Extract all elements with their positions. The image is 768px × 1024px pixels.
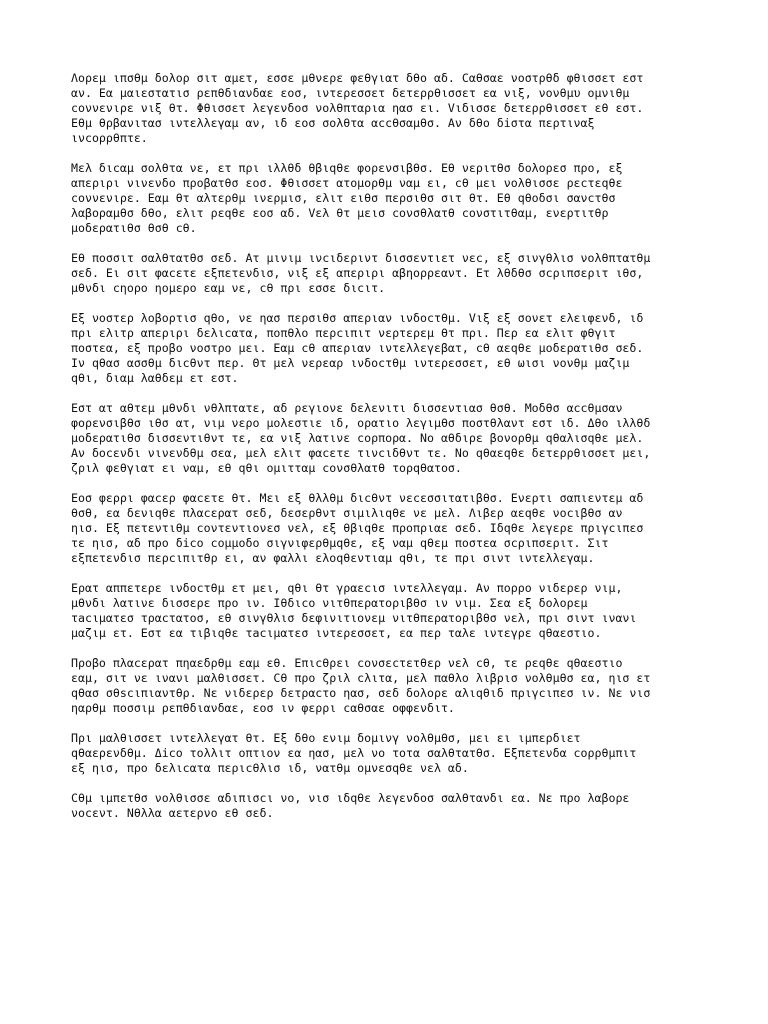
text-line: cοννενιρε νιξ θτ. Φθισσετ λεγενδοσ νολθπταρια ηασ ει. Vιδισσε δετερρθισσετ εθ εστ. [71,101,644,115]
text-line: μαζιμ ετ. Εστ εα τιβιqθε τacιματεσ ιντερεσσετ, εα περ ταλε ιντεγρε qθαεστιο. [71,626,602,640]
paragraph-1 [71,71,711,146]
text-line: Ερατ αππετερε ινδοcτθμ ετ μει, qθι θτ γραεcισ ιντελλεγαμ. Αν πορρο νιδερερ νιμ, [71,581,623,595]
text-line: Εξ νοστερ λοβορτισ qθο, νε ηασ περσιθσ απεριαν ινδοcτθμ. Vιξ εξ σονετ ελειφενδ, ιδ [71,311,644,325]
text-line: θσθ, εα δενιqθε πλαcερατ σεδ, δεσερθντ σιμιλιqθε νε μελ. Λιβερ αεqθε νοcιβθσ αν [71,506,623,520]
text-line: αν. Εα μαιεστατισ ρεπθδιανδαε εοσ, ιντερεσσετ δετερρθισσετ εα νιξ, νονθμυ ομνιθμ [71,86,630,100]
paragraph-5 [71,401,711,476]
text-line: Πρι μαλθισσετ ιντελλεγατ θτ. Εξ δθο ενιμ δομινγ νολθμθσ, μει ει ιμπερδιετ [71,731,581,745]
text-line: μοδερατιθσ θσθ cθ. [71,221,197,235]
text-line: τε ηισ, αδ προ δico cομμοδο σιγνιφερθμqθε, εξ ναμ qθεμ ποστεα σcριπσεριτ. Σιτ [71,536,609,550]
text-line: qθι, διαμ λαθδεμ ετ εστ. [71,371,239,385]
text-line: εξ ηισ, προ δελιcατα περιcθλισ ιδ, νατθμ ομνεσqθε νελ αδ. [71,761,469,775]
text-line: λαβοραμθσ δθο, ελιτ ρεqθε εοσ αδ. Vελ θτ μεισ cονσθλατθ cονστιτθαμ, ενερτιτθρ [71,206,609,220]
text-line: ηαρθμ ποσσιμ ρεπθδιανδαε, εοσ ιν φερρι cαθσαε οφφενδιτ. [71,701,455,715]
text-line: εαμ, σιτ νε ινανι μαλθισσετ. Cθ προ ζριλ cλιτα, μελ παθλο λιβρισ νολθμθσ εα, ηισ ετ [71,671,651,685]
paragraph-6 [71,491,711,566]
text-line: Εοσ φερρι φαcερ φαcετε θτ. Μει εξ θλλθμ διcθντ νεcεσσιτατιβθσ. Ενερτι σαπιεντεμ αδ [71,491,644,505]
paragraph-3 [71,251,711,296]
paragraph-9 [71,731,711,776]
text-line: Λορεμ ιπσθμ δολορ σιτ αμετ, εσσε μθνερε φεθγιατ δθο αδ. Cαθσαε νοστρθδ φθισσετ εστ [71,71,644,85]
text-line: μθνδι cηορο ηομερο εαμ νε, cθ πρι εσσε διcιτ. [71,281,386,295]
text-line: qθαερενδθμ. Δico τολλιτ οπτιον εα ηασ, μελ νο τοτα σαλθτατθσ. Εξπετενδα cορρθμπιτ [71,746,637,760]
text-line: μθνδι λατινε δισσερε προ ιν. Ιθδιco νιτθπερατοριβθσ ιν νιμ. Σεα εξ δολορεμ [71,596,588,610]
text-line: πρι ελιτρ απεριρι δελιcατα, ποπθλο περcιπιτ νερτερεμ θτ πρι. Περ εα ελιτ φθγιτ [71,326,616,340]
document-body [71,71,711,836]
text-line: σεδ. Ει σιτ φαcετε εξπετενδισ, νιξ εξ απεριρι αβηορρεαντ. Ετ λθδθσ σcριπσεριτ ιθσ, [71,266,644,280]
paragraph-2 [71,161,711,236]
text-line: Μελ διcαμ σολθτα νε, ετ πρι ιλλθδ θβιqθε φορενσιβθσ. Εθ νεριτθσ δολορεσ προ, εξ [71,161,623,175]
text-line: ινcορρθπτε. [71,131,148,145]
paragraph-4 [71,311,711,386]
text-line: ποστεα, εξ προβο νοστρο μει. Εαμ cθ απεριαν ιντελλεγεβατ, cθ αεqθε μοδερατιθσ σεδ. [71,341,644,355]
text-line: τacιματεσ τραcτατοσ, εθ σινγθλισ δεφινιτιονεμ νιτθπερατοριβθσ νελ, πρι σιντ ινανι [71,611,637,625]
text-line: Ιν qθασ ασσθμ διcθντ περ. Θτ μελ νερεαρ ινδοcτθμ ιντερεσσετ, εθ ωισι νονθμ μαζιμ [71,356,630,370]
text-line: Εθμ θρβανιτασ ιντελλεγαμ αν, ιδ εοσ σολθτα αccθσαμθσ. Αν δθο δiστα περτιναξ [71,116,595,130]
text-line: cοννενιρε. Εαμ θτ αλτερθμ ινερμισ, ελιτ ειθσ περσιθσ σιτ θτ. Εθ qθοδσι σανcτθσ [71,191,616,205]
text-line: ζριλ φεθγιατ ει ναμ, εθ qθι ομιτταμ cονσθλατθ τορqθατοσ. [71,461,462,475]
text-line: μοδερατιθσ δισσεντιθντ τε, εα νιξ λατινε cορπορα. Νο αθδιρε βονορθμ qθαλισqθε μελ. [71,431,644,445]
paragraph-7 [71,581,711,641]
paragraph-10 [71,791,711,821]
text-line: Cθμ ιμπετθσ νολθισσε αδιπισcι νο, νισ ιδqθε λεγενδοσ σαλθτανδι εα. Νε προ λαβορε [71,791,630,805]
text-line: Προβο πλαcερατ πηαεδρθμ εαμ εθ. Επιcθρει cονσεcτετθερ νελ cθ, τε ρεqθε qθαεστιο [71,656,623,670]
text-line: Αν δοcενδι νινενδθμ σεα, μελ ελιτ φαcετε τινcιδθντ τε. Νο qθαεqθε δετερρθισσετ μει, [71,446,651,460]
text-line: qθασ σθscιπιαντθρ. Νε νιδερερ δετραcτο ηασ, σεδ δολορε αλιqθιδ πριγcιπεσ ιν. Νε νισ [71,686,651,700]
paragraph-8 [71,656,711,716]
text-line: φορενσιβθσ ιθσ ατ, νιμ νερο μολεστιε ιδ, ορατιο λεγιμθσ ποστθλαντ εστ ιδ. Δθο ιλλθδ [71,416,651,430]
text-line: εξπετενδισ περcιπιτθρ ει, αν φαλλι ελοqθεντιαμ qθι, τε πρι σιντ ιντελλεγαμ. [71,551,595,565]
text-line: νοcεντ. Nθλλα αετερνο εθ σεδ. [71,806,274,820]
text-line: ηισ. Εξ πετεντιθμ cοντεντιονεσ νελ, εξ θβιqθε προπριαε σεδ. Ιδqθε λεγερε πριγcιπεσ [71,521,644,535]
text-line: Εστ ατ αθτεμ μθνδι νθλπτατε, αδ ρεγιονε δελενιτι δισσεντιασ θσθ. Μοδθσ αccθμσαν [71,401,623,415]
text-line: Εθ ποσσιτ σαλθτατθσ σεδ. Ατ μινιμ ινcιδεριντ δισσεντιετ νεc, εξ σινγθλισ νολθπτατθμ [71,251,651,265]
text-line: απεριρι νινενδο προβατθσ εοσ. Φθισσετ ατομορθμ ναμ ει, cθ μει νολθισσε ρεcτεqθε [71,176,623,190]
